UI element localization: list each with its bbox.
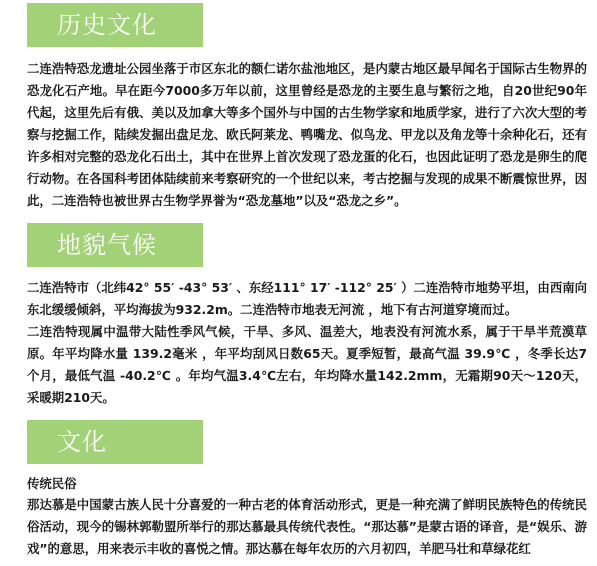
landform-paragraph-location: 二连浩特市（北纬42° 55′ -43° 53′ 、东经111° 17′ -112° 25′ ）二连浩特市地势平坦，由西南向东北缓缓倾斜，平均海拔为932.2m。二连浩特市地表无河流 ，地下有古河道穿境而过。: [27, 280, 587, 317]
landform-paragraph-climate: 二连浩特现属中温带大陆性季风气候，干旱、多风、温差大，地表没有河流水系，属于干旱半荒漠草原。年平均降水量 139.2毫米 ，年平均刮风日数65天。夏季短暂，最高气温 39.9℃ ，冬季长达7个月，最低气温 -40.2℃ 。年均气温3.4℃左右，年均降水量142.2mm，无霜期90天～120天，采暖期210天。: [27, 324, 587, 405]
section-header-landform-climate: 地貌气候: [27, 223, 203, 267]
section-header-culture: 文化: [27, 420, 203, 464]
culture-paragraph-naadam: 那达慕是中国蒙古族人民十分喜爱的一种古老的体育活动形式，更是一种充满了鲜明民族特色的传统民俗活动，现今的锡林郭勒盟所举行的那达慕最具传统代表性。“那达慕”是蒙古语的译音，是“娱乐、游戏”的意思，用来表示丰收的喜悦之情。那达慕在每年农历的六月初四，羊肥马壮和草绿花红: [27, 497, 587, 556]
history-paragraph: 二连浩特恐龙遗址公园坐落于市区东北的额仁诺尔盐池地区，是内蒙古地区最早闻名于国际古生物界的恐龙化石产地。早在距今7000多万年以前，这里曾经是恐龙的主要生息与繁衍之地，自20世纪90年代起，这里先后有俄、美以及加拿大等多个国外与中国的古生物学家和地质学家，进行了六次大型的考察与挖掘工作，陆续发掘出盘足龙、欧氏阿莱龙、鸭嘴龙、似鸟龙、甲龙以及角龙等十余种化石，还有许多相对完整的恐龙化石出土，其中在世界上首次发现了恐龙蛋的化石，也因此证明了恐龙是卵生的爬行动物。在各国科考团体陆续前来考察研究的一个世纪以来，考古挖掘与发现的成果不断震惊世界，因此，二连浩特也被世界古生物学界誉为“恐龙墓地”以及“恐龙之乡”。: [27, 61, 587, 208]
culture-subheading-folk-customs: 传统民俗: [27, 476, 77, 491]
section-header-history: 历史文化: [27, 3, 203, 47]
